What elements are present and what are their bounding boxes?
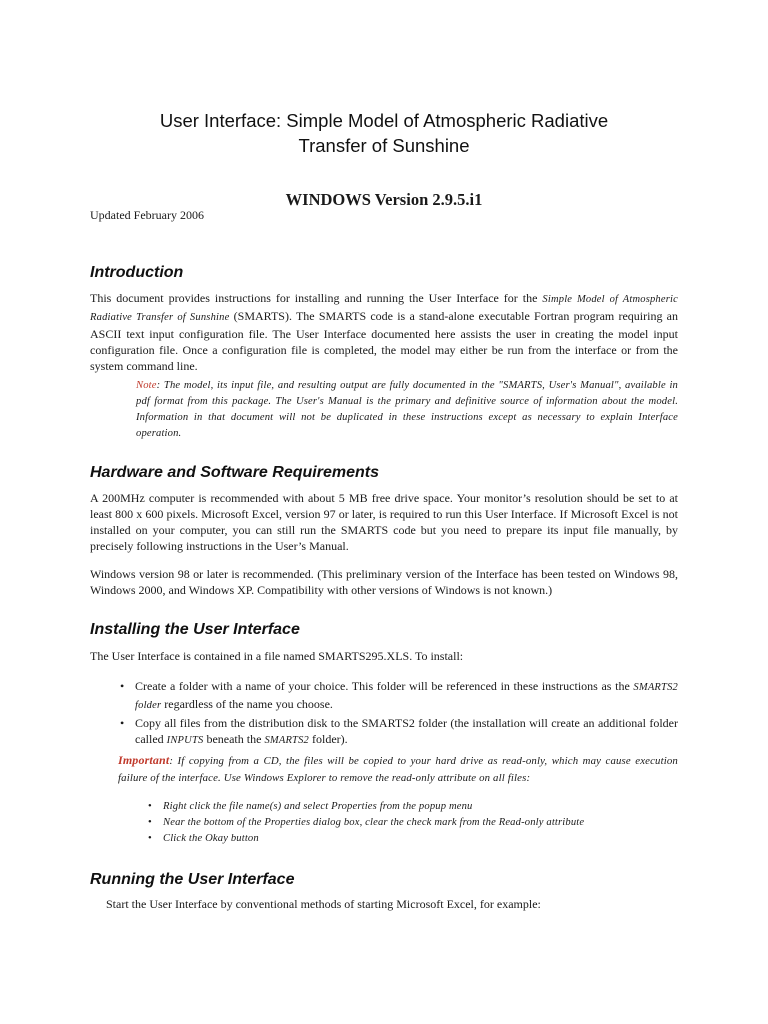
introduction-paragraph [90, 290, 678, 374]
document-title [90, 108, 678, 158]
version-heading: WINDOWS Version 2.9.5.i1 [285, 190, 483, 209]
install-steps-list [118, 678, 678, 750]
updated-date: Updated February 2006 [90, 208, 204, 222]
bullet1-text-a: Create a folder with a name of your choice. This folder will be referenced in these instructions as the [135, 679, 634, 693]
bullet1-italic: SMARTS2 folder [135, 682, 678, 711]
important-label: Important [118, 753, 170, 767]
bullet2-italic-inputs: INPUTS [166, 735, 204, 746]
hardware-paragraph-1: A 200MHz computer is recommended with about 5 MB free drive space. Your monitor’s resolution should be set to at least 800 x 600 pixels. Microsoft Excel, version 97 or later, is required to run this User Interface. If Microsoft Excel is not installed on your computer, you can still run the SMARTS code but you need to prepare its input file manually, by precisely following instructions in the User’s Manual. [90, 491, 678, 553]
list-item: • Right click the file name(s) and select Properties from the popup menu [146, 799, 666, 815]
list-item: • Click the Okay button [146, 831, 666, 847]
intro-text-b: (SMARTS). The SMARTS code is a stand-alone executable Fortran program requiring an ASCII text input configuration file. The User Interface documented here assists the user in creating the model input configuration file. Once a configuration file is completed, the model may either be run from the interface or from the system command line. [90, 309, 678, 373]
note-block [136, 378, 678, 442]
list-item [118, 715, 678, 749]
important-block [118, 752, 678, 787]
bullet2-text-b: beneath the [203, 732, 265, 746]
hardware-paragraph-2: Windows version 98 or later is recommended. (This preliminary version of the Interface has been tested on Windows 98, Windows 2000, and Windows XP. Compatibility with other versions of Windows is not known.) [90, 567, 678, 597]
bullet2-text-a: Copy all files from the distribution disk to the SMARTS2 folder (the installation will create an additional folder called [135, 716, 678, 746]
note-label: Note [136, 380, 157, 391]
title-line-1: User Interface: Simple Model of Atmospheric Radiative [159, 110, 609, 131]
installing-intro: The User Interface is contained in a file named SMARTS295.XLS. To install: [90, 649, 464, 663]
important-text: : If copying from a CD, the files will be copied to your hard drive as read-only, which may cause execution failure of the interface. Use Windows Explorer to remove the read-only attribute on all files: [118, 755, 678, 784]
note-text: : The model, its input file, and resulting output are fully documented in the "SMARTS, User's Manual", available in pdf format from this package. The User's Manual is the primary and definitive source of information about the model. Information in that document will not be duplicated in these instructions except as necessary to explain Interface operation. [136, 380, 678, 439]
list-item [118, 678, 678, 714]
readonly-steps-list [146, 799, 666, 847]
running-heading: Running the User Interface [90, 871, 295, 888]
hardware-heading: Hardware and Software Requirements [90, 464, 379, 481]
installing-heading: Installing the User Interface [90, 621, 300, 638]
bullet1-text-b: regardless of the name you choose. [161, 697, 333, 711]
intro-text-a: This document provides instructions for installing and running the User Interface for the [90, 291, 543, 305]
running-paragraph: Start the User Interface by conventional methods of starting Microsoft Excel, for example: [106, 897, 541, 911]
bullet2-text-c: folder). [309, 732, 348, 746]
bullet2-italic-smarts2: SMARTS2 [264, 735, 310, 746]
title-line-2: Transfer of Sunshine [298, 135, 470, 156]
list-item: • Near the bottom of the Properties dialog box, clear the check mark from the Read-only attribute [146, 815, 666, 831]
model-name-italic: Simple Model of Atmospheric Radiative Transfer of Sunshine [90, 294, 679, 323]
introduction-heading: Introduction [90, 264, 184, 281]
